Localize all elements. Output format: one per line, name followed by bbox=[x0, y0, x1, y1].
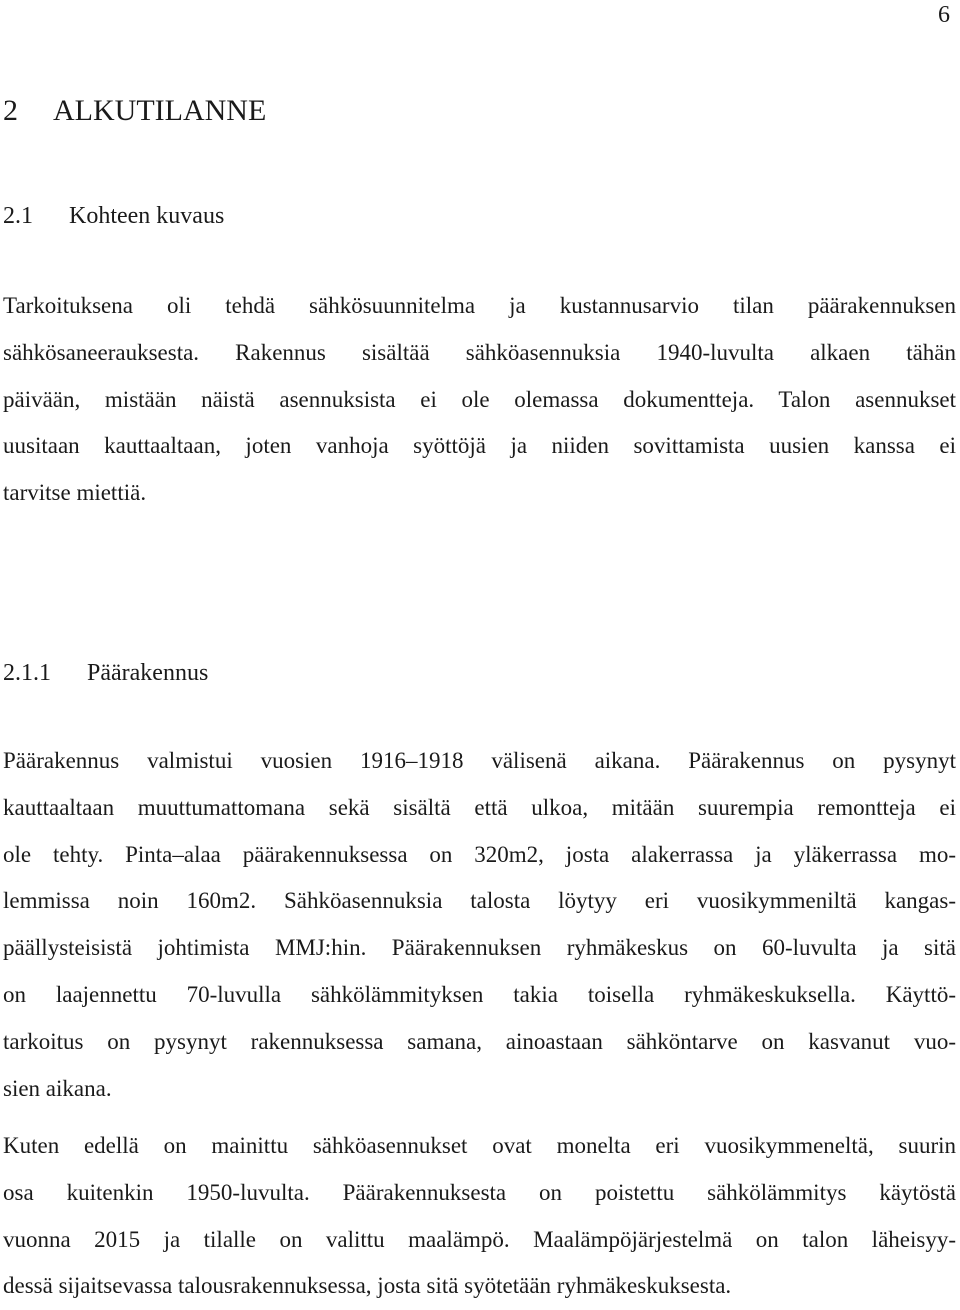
paragraph-line: Tarkoituksena oli tehdä sähkösuunnitelma ja kustannusarvio tilan päärakennuksen bbox=[3, 293, 956, 318]
paragraph-line: tarvitse miettiä. bbox=[3, 480, 147, 506]
paragraph-line: vuonna 2015 ja tilalle on valittu maalämpö. Maalämpöjärjestelmä on talon läheisyy- bbox=[3, 1226, 956, 1252]
paragraph-line: päällysteisistä johtimista MMJ:hin. Päärakennuksen ryhmäkeskus on 60-luvulta ja sitä bbox=[3, 935, 956, 961]
subsection-number: 2.1.1 bbox=[3, 660, 51, 686]
paragraph-line: lemmissa noin 160m2. Sähköasennuksia talosta löytyy eri vuosikymmeniltä kangas- bbox=[3, 888, 956, 914]
paragraph-line: tarkoitus on pysynyt rakennuksessa samana, ainoastaan sähköntarve on kasvanut vuo- bbox=[3, 1028, 956, 1054]
paragraph-line: ole tehty. Pinta–alaa päärakennuksessa on 320m2, josta alakerrassa ja yläkerrassa mo- bbox=[3, 841, 956, 867]
paragraph-line: dessä sijaitsevassa talousrakennuksessa, josta sitä syötetään ryhmäkeskuksesta. bbox=[3, 1273, 732, 1299]
subsection-heading bbox=[3, 660, 208, 687]
paragraph-line: sien aikana. bbox=[3, 1075, 112, 1101]
subsection-title: Päärakennus bbox=[87, 660, 209, 686]
section-number: 2.1 bbox=[3, 203, 33, 229]
paragraph-line: on laajennettu 70-luvulla sähkölämmityksen takia toisella ryhmäkeskuksella. Käyttö- bbox=[3, 981, 956, 1007]
paragraph-line: uusitaan kauttaaltaan, joten vanhoja syöttöjä ja niiden sovittamista uusien kanssa ei bbox=[3, 433, 956, 459]
section-title: Kohteen kuvaus bbox=[69, 203, 225, 229]
paragraph-line: päivään, mistään näistä asennuksista ei ole olemassa dokumentteja. Talon asennukset bbox=[3, 386, 956, 412]
chapter-number: 2 bbox=[3, 94, 18, 127]
paragraph-main-building bbox=[3, 738, 956, 1112]
paragraph-installations bbox=[3, 1123, 956, 1310]
page-number: 6 bbox=[938, 2, 950, 28]
paragraph-intro bbox=[3, 283, 956, 517]
chapter-heading bbox=[3, 94, 266, 128]
paragraph-line: osa kuitenkin 1950-luvulta. Päärakennuksesta on poistettu sähkölämmitys käytöstä bbox=[3, 1179, 956, 1205]
paragraph-line: Kuten edellä on mainittu sähköasennukset ovat monelta eri vuosikymmeneltä, suurin bbox=[3, 1133, 956, 1158]
paragraph-line: kauttaaltaan muuttumattomana sekä sisältä että ulkoa, mitään suurempia remontteja ei bbox=[3, 794, 956, 820]
paragraph-line: Päärakennus valmistui vuosien 1916–1918 välisenä aikana. Päärakennus on pysynyt bbox=[3, 748, 956, 773]
paragraph-line: sähkösaneerauksesta. Rakennus sisältää sähköasennuksia 1940-luvulta alkaen tähän bbox=[3, 339, 956, 365]
section-heading bbox=[3, 203, 224, 230]
chapter-title: ALKUTILANNE bbox=[53, 94, 267, 127]
